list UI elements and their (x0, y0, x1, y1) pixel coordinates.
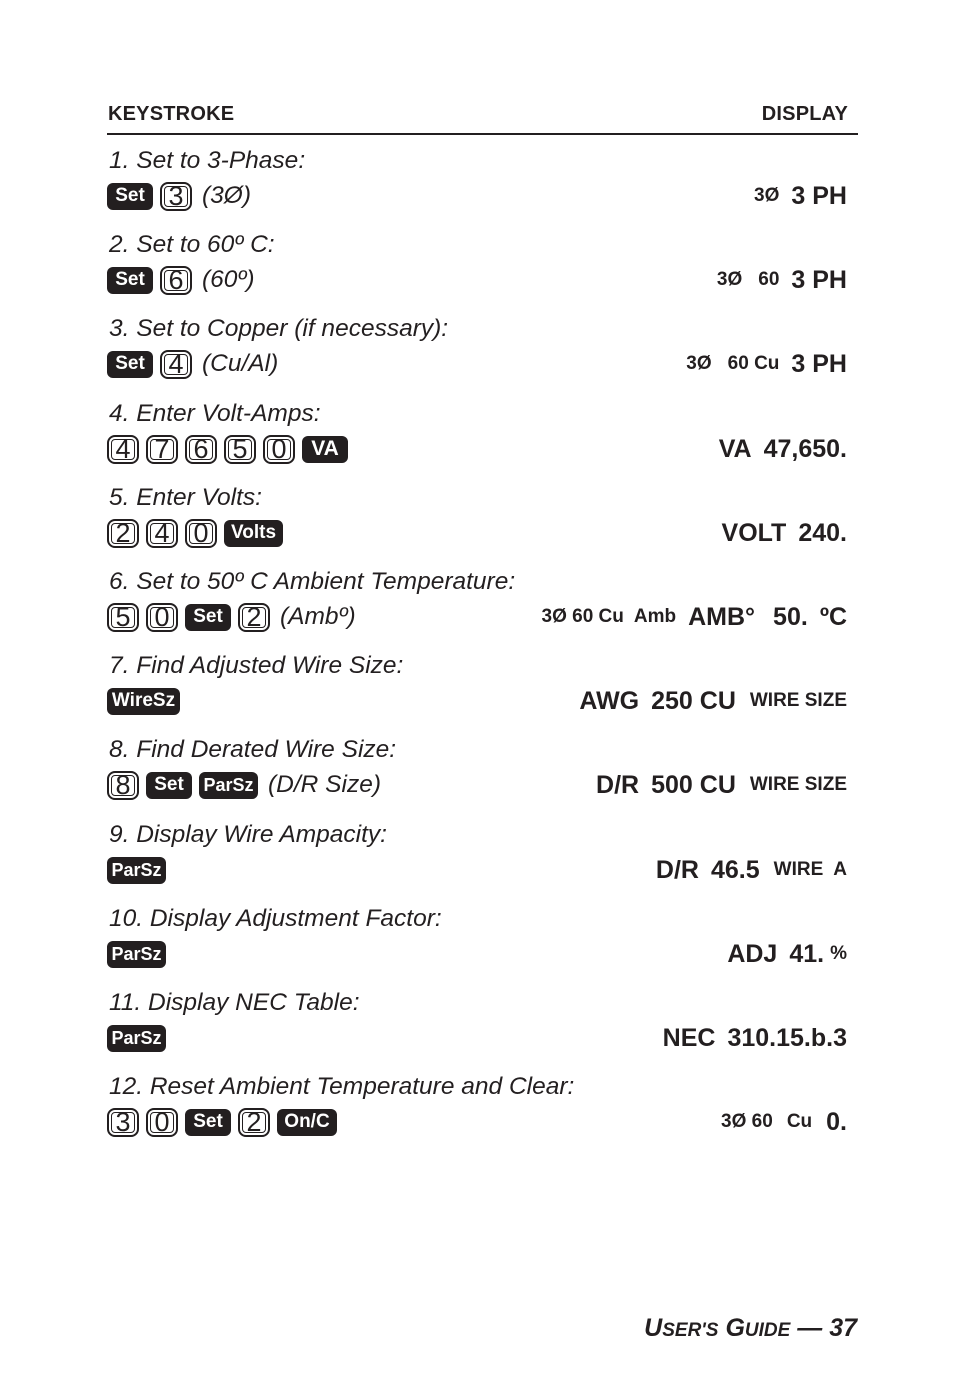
keystroke-sequence (107, 853, 173, 887)
display-readout (584, 768, 847, 802)
footer-uide: UIDE (744, 1320, 791, 1341)
display-annunciator: 3Ø 60 (721, 1111, 773, 1132)
step-5 (107, 484, 847, 568)
display-main: 47,650. (763, 434, 847, 463)
key-note: (60º) (202, 266, 255, 293)
key-note: (Ambº) (280, 603, 356, 630)
step-2 (107, 231, 847, 315)
display-readout (710, 516, 847, 550)
display-readout (644, 853, 847, 887)
step-9 (107, 821, 847, 905)
display-annunciator: 60 Cu (727, 353, 780, 374)
keystroke-sequence (107, 600, 356, 634)
display-readout (532, 600, 848, 634)
display-main: 50. (773, 602, 808, 631)
parsz-key: ParSz (107, 941, 166, 968)
display-annunciator: WIRE SIZE (749, 690, 847, 711)
digit-key: 7 (146, 435, 178, 464)
display-main: 3 PH (791, 265, 847, 294)
display-annunciator: A (833, 859, 847, 880)
parsz-key: ParSz (107, 1025, 166, 1052)
display-mode: AMB° (688, 602, 756, 631)
keystroke-sequence (107, 179, 251, 213)
volts-key: Volts (224, 520, 283, 547)
digit-key: 2 (107, 519, 139, 548)
set-key: Set (185, 1109, 231, 1136)
display-main: 310.15.b.3 (727, 1023, 847, 1052)
display-main: 41. (789, 939, 825, 968)
keystroke-header: KEYSTROKE (108, 103, 235, 125)
display-annunciator: 3Ø (716, 269, 743, 290)
step-title: 10. Display Adjustment Factor: (109, 905, 442, 932)
step-title: 4. Enter Volt-Amps: (109, 400, 321, 427)
digit-key: 4 (107, 435, 139, 464)
footer-ser: SER'S (662, 1320, 719, 1341)
digit-key: 2 (238, 1108, 270, 1137)
display-annunciator: 3Ø (754, 185, 780, 206)
digit-key: 6 (185, 435, 217, 464)
step-3 (107, 315, 847, 399)
keystroke-sequence (107, 516, 290, 550)
page-footer (644, 1314, 857, 1343)
display-readout (715, 937, 847, 971)
parsz-key: ParSz (199, 772, 258, 799)
set-key: Set (107, 267, 153, 294)
step-4 (107, 400, 847, 484)
display-main: 3 PH (791, 349, 847, 378)
display-unit: ºC (819, 602, 847, 631)
display-mode: D/R (596, 770, 640, 799)
display-annunciator: WIRE SIZE (749, 774, 847, 795)
footer-u: U (644, 1314, 663, 1342)
display-annunciator: 3Ø 60 Cu (541, 606, 624, 627)
keystroke-sequence (107, 768, 381, 802)
set-key: Set (107, 183, 153, 210)
step-7 (107, 652, 847, 736)
set-key: Set (107, 351, 153, 378)
step-title: 12. Reset Ambient Temperature and Clear: (109, 1073, 575, 1100)
display-readout (707, 432, 847, 466)
step-10 (107, 905, 847, 989)
footer-g: G (725, 1314, 745, 1342)
display-main: 250 CU (651, 686, 736, 715)
digit-key: 2 (238, 603, 270, 632)
digit-key: 0 (146, 603, 178, 632)
digit-key: 5 (107, 603, 139, 632)
display-readout (676, 347, 847, 381)
display-main: 46.5 (710, 855, 760, 884)
display-annunciator: WIRE (773, 859, 824, 880)
keystroke-sequence (107, 263, 255, 297)
wiresz-key: WireSz (107, 688, 180, 715)
table-header (107, 103, 858, 135)
step-6 (107, 568, 847, 652)
keystroke-sequence (107, 1105, 344, 1139)
display-mode: VA (718, 434, 752, 463)
va-key: VA (302, 436, 348, 463)
step-11 (107, 989, 847, 1073)
step-title: 1. Set to 3-Phase: (109, 147, 306, 174)
display-readout (711, 1105, 847, 1139)
display-mode: AWG (579, 686, 640, 715)
digit-key: 0 (146, 1108, 178, 1137)
step-title: 11. Display NEC Table: (109, 989, 360, 1016)
digit-key: 3 (107, 1108, 139, 1137)
key-note: (3Ø) (202, 182, 251, 209)
display-mode: NEC (662, 1023, 716, 1052)
keystroke-sequence (107, 347, 278, 381)
step-title: 6. Set to 50º C Ambient Temperature: (109, 568, 516, 595)
display-readout (707, 263, 847, 297)
page-number: — 37 (790, 1314, 857, 1342)
on-clear-key: On/C (277, 1109, 337, 1136)
step-title: 9. Display Wire Ampacity: (109, 821, 387, 848)
set-key: Set (146, 772, 192, 799)
digit-key: 4 (160, 350, 192, 379)
step-title: 3. Set to Copper (if necessary): (109, 315, 449, 342)
display-readout (567, 684, 847, 718)
display-main: 3 PH (791, 181, 847, 210)
key-note: (Cu/Al) (202, 350, 279, 377)
step-title: 2. Set to 60º C: (109, 231, 275, 258)
display-header: DISPLAY (761, 103, 848, 125)
key-note: (D/R Size) (268, 771, 381, 798)
display-readout (744, 179, 847, 213)
display-mode: D/R (655, 855, 699, 884)
step-1 (107, 147, 847, 231)
set-key: Set (185, 604, 231, 631)
step-8 (107, 736, 847, 820)
digit-key: 0 (263, 435, 295, 464)
display-main: 500 CU (651, 770, 736, 799)
keystroke-sequence (107, 684, 187, 718)
digit-key: 3 (160, 182, 192, 211)
display-annunciator: % (830, 943, 847, 964)
display-annunciator: 60 (758, 269, 780, 290)
digit-key: 0 (185, 519, 217, 548)
step-title: 7. Find Adjusted Wire Size: (109, 652, 404, 679)
keystroke-sequence (107, 937, 173, 971)
digit-key: 8 (107, 771, 139, 800)
display-mode: ADJ (727, 939, 778, 968)
step-title: 8. Find Derated Wire Size: (109, 736, 397, 763)
display-annunciator: 3Ø (686, 353, 712, 374)
parsz-key: ParSz (107, 857, 166, 884)
display-main: 0. (826, 1107, 847, 1136)
step-title: 5. Enter Volts: (109, 484, 262, 511)
display-annunciator: Amb (633, 606, 677, 627)
display-annunciator: Cu (786, 1111, 813, 1132)
digit-key: 4 (146, 519, 178, 548)
digit-key: 6 (160, 266, 192, 295)
display-mode: VOLT (721, 518, 787, 547)
display-readout (651, 1021, 847, 1055)
keystroke-sequence (107, 432, 355, 466)
display-main: 240. (798, 518, 847, 547)
digit-key: 5 (224, 435, 256, 464)
step-12 (107, 1073, 847, 1157)
keystroke-sequence (107, 1021, 173, 1055)
